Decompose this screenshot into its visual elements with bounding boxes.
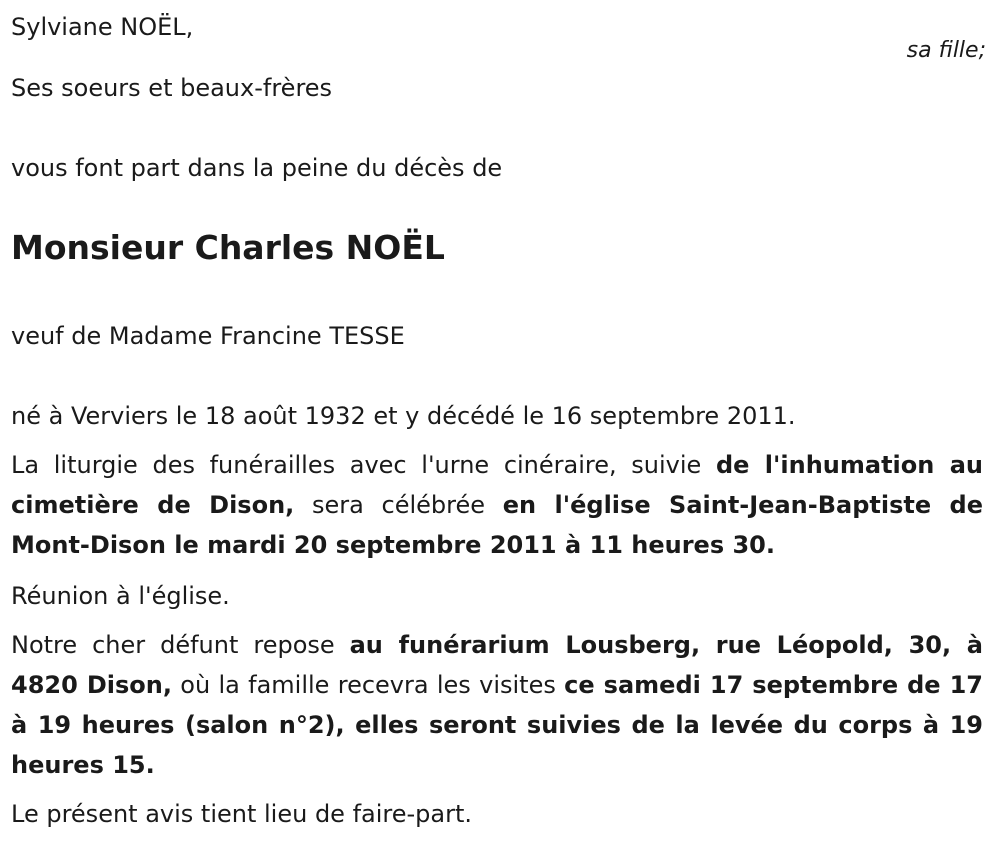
- visitation-text-1: Notre cher défunt repose: [11, 631, 350, 659]
- closing-line: Le présent avis tient lieu de faire-part.: [11, 800, 473, 828]
- funeral-text-2: sera célébrée: [294, 491, 503, 519]
- funeral-home-address: au funérarium Lousberg, rue Léopold, 30, à 4820 Dison,: [11, 631, 983, 699]
- visitation-schedule: ce samedi 17 septembre de 17 à 19 heures (salon n°2), elles seront suivies de la levée du corps à 19 heures 15.: [11, 671, 983, 779]
- signatory-name: Sylviane NOËL,: [11, 13, 194, 41]
- funeral-church-date: en l'église Saint-Jean-Baptiste de Mont-Dison le mardi 20 septembre 2011 à 11 heures 30.: [11, 491, 983, 559]
- funeral-burial-place: de l'inhumation au cimetière de Dison,: [11, 451, 983, 519]
- meeting-line: Réunion à l'église.: [11, 582, 230, 610]
- visitation-paragraph: [11, 625, 983, 785]
- signatory-relation: sa fille;: [906, 38, 986, 63]
- family-line: Ses soeurs et beaux-frères: [11, 74, 333, 102]
- funeral-text-1: La liturgie des funérailles avec l'urne cinéraire, suivie: [11, 451, 716, 479]
- obituary-notice: [11, 0, 986, 849]
- birth-death-line: né à Verviers le 18 août 1932 et y décédé le 16 septembre 2011.: [11, 402, 796, 430]
- funeral-paragraph: [11, 445, 983, 565]
- widowhood-line: veuf de Madame Francine TESSE: [11, 322, 405, 350]
- intro-line: vous font part dans la peine du décès de: [11, 154, 503, 182]
- deceased-name: Monsieur Charles NOËL: [11, 228, 445, 267]
- visitation-text-2: où la famille recevra les visites: [171, 671, 565, 699]
